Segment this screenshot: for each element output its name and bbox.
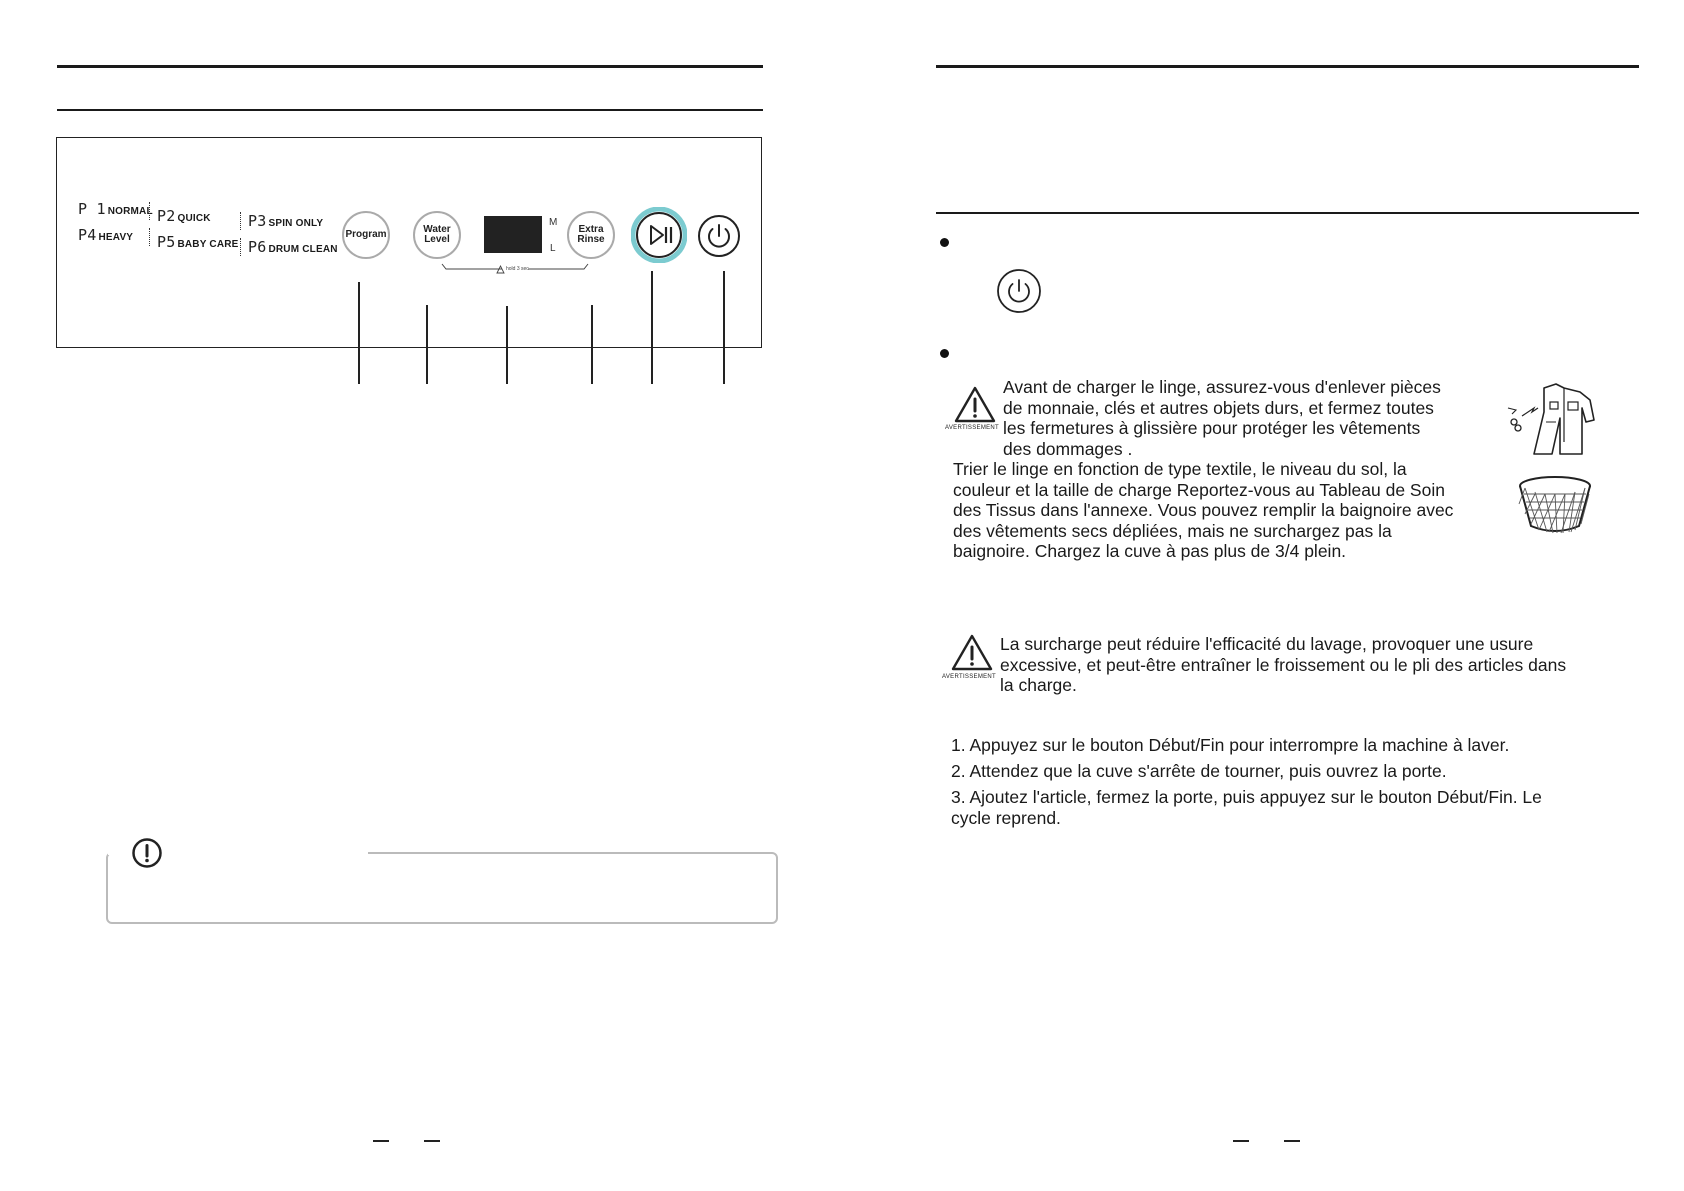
sorting-text: Trier le linge en fonction de type textile, le niveau du sol, la couleur et la taille de charge Reportez-vous au Tableau de Soin des Tissus dans l'annexe. Vous pouvez remplir la baignoire avec des vêtements secs dépliées, mais ne surchargez pas la baignoire. Chargez la cuve à pas plus de 3/4 plein. xyxy=(953,459,1454,561)
lock-icon xyxy=(496,264,505,274)
callout-line-extra-rinse xyxy=(591,305,593,384)
exclamation-circle-icon xyxy=(131,837,163,869)
callout-line-program xyxy=(358,282,360,384)
page-number-dash xyxy=(1233,1140,1249,1142)
program-p4: P4 HEAVY xyxy=(78,226,134,244)
power-icon xyxy=(996,268,1042,314)
level-m-indicator: M xyxy=(549,217,558,228)
water-level-label-line1: Water xyxy=(423,224,451,235)
water-level-label-line2: Level xyxy=(424,234,450,245)
water-level-button[interactable] xyxy=(413,211,461,259)
laundry-basket-illustration xyxy=(1517,474,1593,536)
extra-rinse-button[interactable] xyxy=(567,211,615,259)
step-3: 3. Ajoutez l'article, fermez la porte, puis appuyez sur le bouton Début/Fin. Le cycle reprend. xyxy=(951,787,1542,828)
program-p3: P3 SPIN ONLY xyxy=(248,212,324,230)
clothes-illustration xyxy=(1504,382,1600,456)
warning2-text: La surcharge peut réduire l'efficacité du lavage, provoquer une usure excessive, et peut-être entraîner le froissement ou le pli des articles dans la charge. xyxy=(1000,634,1567,695)
page-number-dash xyxy=(373,1140,389,1142)
step-1: 1. Appuyez sur le bouton Début/Fin pour interrompre la machine à laver. xyxy=(951,735,1510,755)
program-p2: P2 QUICK xyxy=(157,207,211,225)
bullet xyxy=(940,349,949,358)
hold-label: hold 3 sec xyxy=(506,266,529,272)
program-p5: P5 BABY CARE xyxy=(157,233,239,251)
notice-box xyxy=(106,852,778,924)
warning-triangle-icon xyxy=(951,634,993,672)
program-separator xyxy=(240,212,241,230)
program-p6: P6 DRUM CLEAN xyxy=(248,238,338,256)
bullet xyxy=(940,238,949,247)
start-pause-button[interactable] xyxy=(631,207,687,263)
program-p1: P 1 NORMAL xyxy=(78,200,153,218)
step-2: 2. Attendez que la cuve s'arrête de tourner, puis ouvrez la porte. xyxy=(951,761,1447,781)
program-separator xyxy=(149,228,150,246)
extra-rinse-label-line2: Rinse xyxy=(577,234,605,245)
extra-rinse-label-line1: Extra xyxy=(578,224,604,235)
right-header-rule-top xyxy=(936,65,1639,68)
right-header-rule-bottom xyxy=(936,212,1639,214)
callout-line-start-pause xyxy=(651,271,653,384)
callout-line-power xyxy=(723,271,725,384)
power-button[interactable] xyxy=(697,214,741,258)
left-header-rule-bottom xyxy=(57,109,763,111)
callout-line-display xyxy=(506,306,508,384)
warning1-text: Avant de charger le linge, assurez-vous d'enlever pièces de monnaie, clés et autres objets durs, et fermez toutes les fermetures à glissière pour protéger les vêtements des dommages . xyxy=(1003,377,1441,459)
warning-label: AVERTISSEMENT xyxy=(942,674,997,680)
page-number-dash xyxy=(424,1140,440,1142)
program-separator xyxy=(149,202,150,220)
left-header-rule-top xyxy=(57,65,763,68)
program-button-label: Program xyxy=(345,229,387,240)
program-button[interactable] xyxy=(342,211,390,259)
warning-label: AVERTISSEMENT xyxy=(945,425,1000,431)
level-l-indicator: L xyxy=(550,243,556,254)
program-separator xyxy=(240,238,241,256)
callout-line-water-level xyxy=(426,305,428,384)
digital-display xyxy=(484,216,542,253)
warning-triangle-icon xyxy=(954,386,996,424)
page-number-dash xyxy=(1284,1140,1300,1142)
